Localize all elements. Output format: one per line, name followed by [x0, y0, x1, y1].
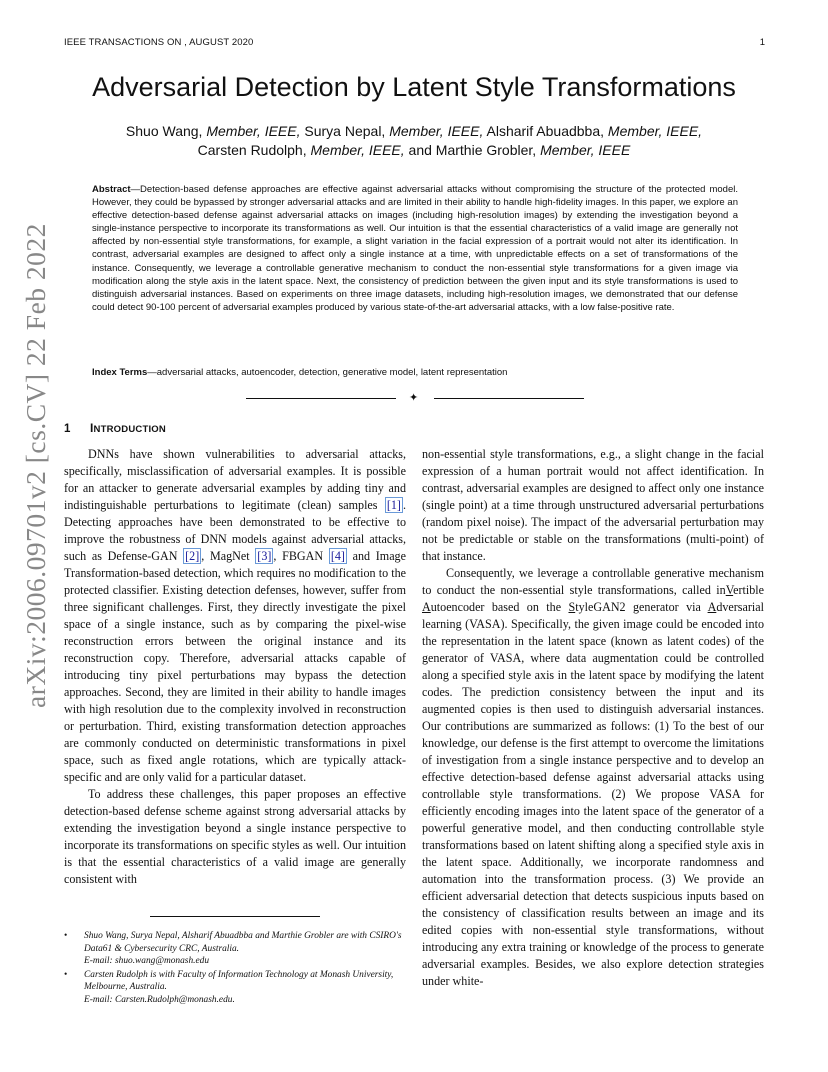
- page-number: 1: [759, 37, 765, 48]
- paragraph: Consequently, we leverage a controllable generative mechanism to conduct the non-essential style transformations, called inVertible Autoencoder based on the StyleGAN2 generator via Adversarial learning (VASA). Specifically, the given image could be encoded into the representation in the latent space (known as latent codes) of the generator of VASA, where data augmentation could be controlled along a specified style axis in the latent space by modifying the latent codes. The prediction consistency between the input and its augmented copies is then used to distinguish adversarial instances. Our contributions are summarized as follows: (1) To the best of our knowledge, our defense is the first attempt to overcome the limitations of investigation from a single instance perspective and to develop an effective detection-based defense against adversarial attacks using controllable style transformations. (2) We propose VASA for efficiently encoding images into the latent space of the generator of a powerful generative model, and then conducting controllable style transformations based on latent shifting along a specified style axis in the latent space. Additionally, we incorporate randomness and automation into the transformation process. (3) We provide an efficient adversarial detection that detects suspicious inputs based on the consistency of classification results between an image and its edited copies with non-essential style transformations, without introducing any extra training or knowledge of the process to generate adversarial examples. Besides, we also explore detection strategies under white-: [422, 566, 764, 988]
- right-column: [422, 446, 764, 990]
- author-name: Shuo Wang,: [125, 123, 207, 139]
- email: E-mail: shuo.wang@monash.edu: [84, 956, 210, 966]
- section-separator: [246, 394, 584, 404]
- running-head: IEEE TRANSACTIONS ON , AUGUST 2020: [64, 37, 254, 48]
- index-terms: [92, 366, 738, 379]
- author-name: Carsten Rudolph,: [197, 142, 311, 158]
- footnote: • Shuo Wang, Surya Nepal, Alsharif Abuadbba and Marthie Grobler are with CSIRO's Data61 & Cybersecurity CRC, Australia. E-mail: shuo.wang@monash.edu: [64, 931, 402, 966]
- author-name: Surya Nepal,: [300, 123, 390, 139]
- abstract: [92, 183, 738, 314]
- diamond-icon: ✦: [409, 392, 419, 404]
- section-heading: [64, 421, 166, 435]
- author-membership: Member, IEEE: [540, 142, 631, 158]
- bullet-icon: •: [64, 931, 68, 941]
- paragraph: To address these challenges, this paper proposes an effective detection-based defense scheme against strong adversarial attacks by extending the investigation beyond a single instance perspective to incorporate its transformations on specific styles as well. Our intuition is that the essential characteristics of a valid image are generally consistent with: [64, 787, 406, 886]
- section-title-rest: NTRODUCTION: [93, 424, 166, 435]
- footnote-rule: [150, 916, 320, 917]
- paragraph: non-essential style transformations, e.g., a slight change in the facial expression of a human portrait would not affect identification. In contrast, adversarial examples are designed to affect only one instance (single point) at a time through unstructured adversarial perturbations (random pixel noise). The impact of the adversarial perturbation may not be predictable or stable on the transformations (multi-point) of that instance.: [422, 447, 764, 563]
- author-name: Alsharif Abuadbba,: [483, 123, 608, 139]
- arxiv-identifier: arXiv:2006.09701v2 [cs.CV] 22 Feb 2022: [20, 223, 51, 708]
- index-terms-text: —adversarial attacks, autoencoder, detection, generative model, latent representation: [147, 367, 508, 378]
- author-membership: Member, IEEE,: [389, 123, 484, 139]
- citation-link[interactable]: [1]: [386, 498, 401, 512]
- paper-title: Adversarial Detection by Latent Style Transformations: [92, 72, 736, 102]
- abstract-text: —Detection-based defense approaches are effective against adversarial attacks without compromising the structure of the protected model. However, they could be bypassed by stronger adversarial attacks and are limited in their ability to handle high-fidelity images. In this paper, we explore an effective detection-based defense against adversarial attacks on images (including high-resolution images) by extending the investigation beyond a single-instance perspective to incorporate its transformations as well. Our intuition is that the essential characteristics of a valid image are generally not affected by non-essential style transformations, for example, a slight variation in the facial expression of a portrait would not alter its identification. In contrast, adversarial examples are designed to affect only a single instance at a time, with unpredictable effects on a set of transformations of the instance. Consequently, we leverage a controllable generative mechanism to conduct the non-essential style transformations for a given image via modification along the style axis in the latent space. Next, the consistency of prediction between the given input and its style transformations is used to distinguish adversarial instances. Based on experiments on three image datasets, including high-resolution images, we demonstrated that our defense could detect 90-100 percent of adversarial examples produced by various state-of-the-art adversarial attacks, with a low false-positive rate.: [92, 184, 738, 313]
- author-membership: Member, IEEE,: [607, 123, 703, 139]
- footnote: • Carsten Rudolph is with Faculty of Information Technology at Monash University, Melbourne, Australia. E-mail: Carsten.Rudolph@monash.edu.: [64, 969, 394, 1005]
- citation-link[interactable]: [4]: [330, 549, 345, 563]
- paragraph: DNNs have shown vulnerabilities to adversarial attacks, specifically, misclassification of adversarial examples. It is possible for an attacker to generate adversarial examples by adding tiny and indistinguishable perturbations to legitimate (clean) samples [1] . Detecting approaches have been demonstrated to be effective to improve the robustness of DNN models against adversarial attacks, such as Defense-GAN [2] , MagNet [3] , FBGAN [4] and Image Transformation-based detection, which requires no modification to the protected classifier. Existing detection defenses, however, suffer from three significant challenges. First, they directly investigate the pixel space of a single instance, such as by comparing the pixel-wise reconstruction errors between the original instance and its reconstruction copy. Therefore, adversarial attacks capable of introducing tiny pixel perturbations may bypass the detection approaches. Second, they are limited in their ability to handle images with high resolution due to the complexity involved in reconstruction or perturbation. Third, existing transformation detection approaches are commonly conducted on deterministic transformations in pixel space, such as fixed angle rotations, which are typically attack-specific and are only valid for a particular dataset.: [64, 447, 406, 784]
- abstract-label: Abstract: [92, 184, 131, 195]
- footnotes: [64, 930, 406, 1007]
- left-column: [64, 446, 406, 888]
- section-title-initial: I: [90, 421, 94, 435]
- author-membership: Member, IEEE,: [206, 123, 301, 139]
- citation-link[interactable]: [3]: [257, 549, 272, 563]
- section-number: 1: [64, 423, 71, 435]
- bullet-icon: •: [64, 969, 68, 980]
- index-terms-label: Index Terms: [92, 367, 148, 378]
- author-membership: Member, IEEE,: [310, 142, 405, 158]
- author-name: and Marthie Grobler,: [404, 142, 541, 158]
- email: E-mail: Carsten.Rudolph@monash.edu.: [84, 994, 235, 1005]
- author-list: [80, 122, 748, 160]
- citation-link[interactable]: [2]: [185, 549, 200, 563]
